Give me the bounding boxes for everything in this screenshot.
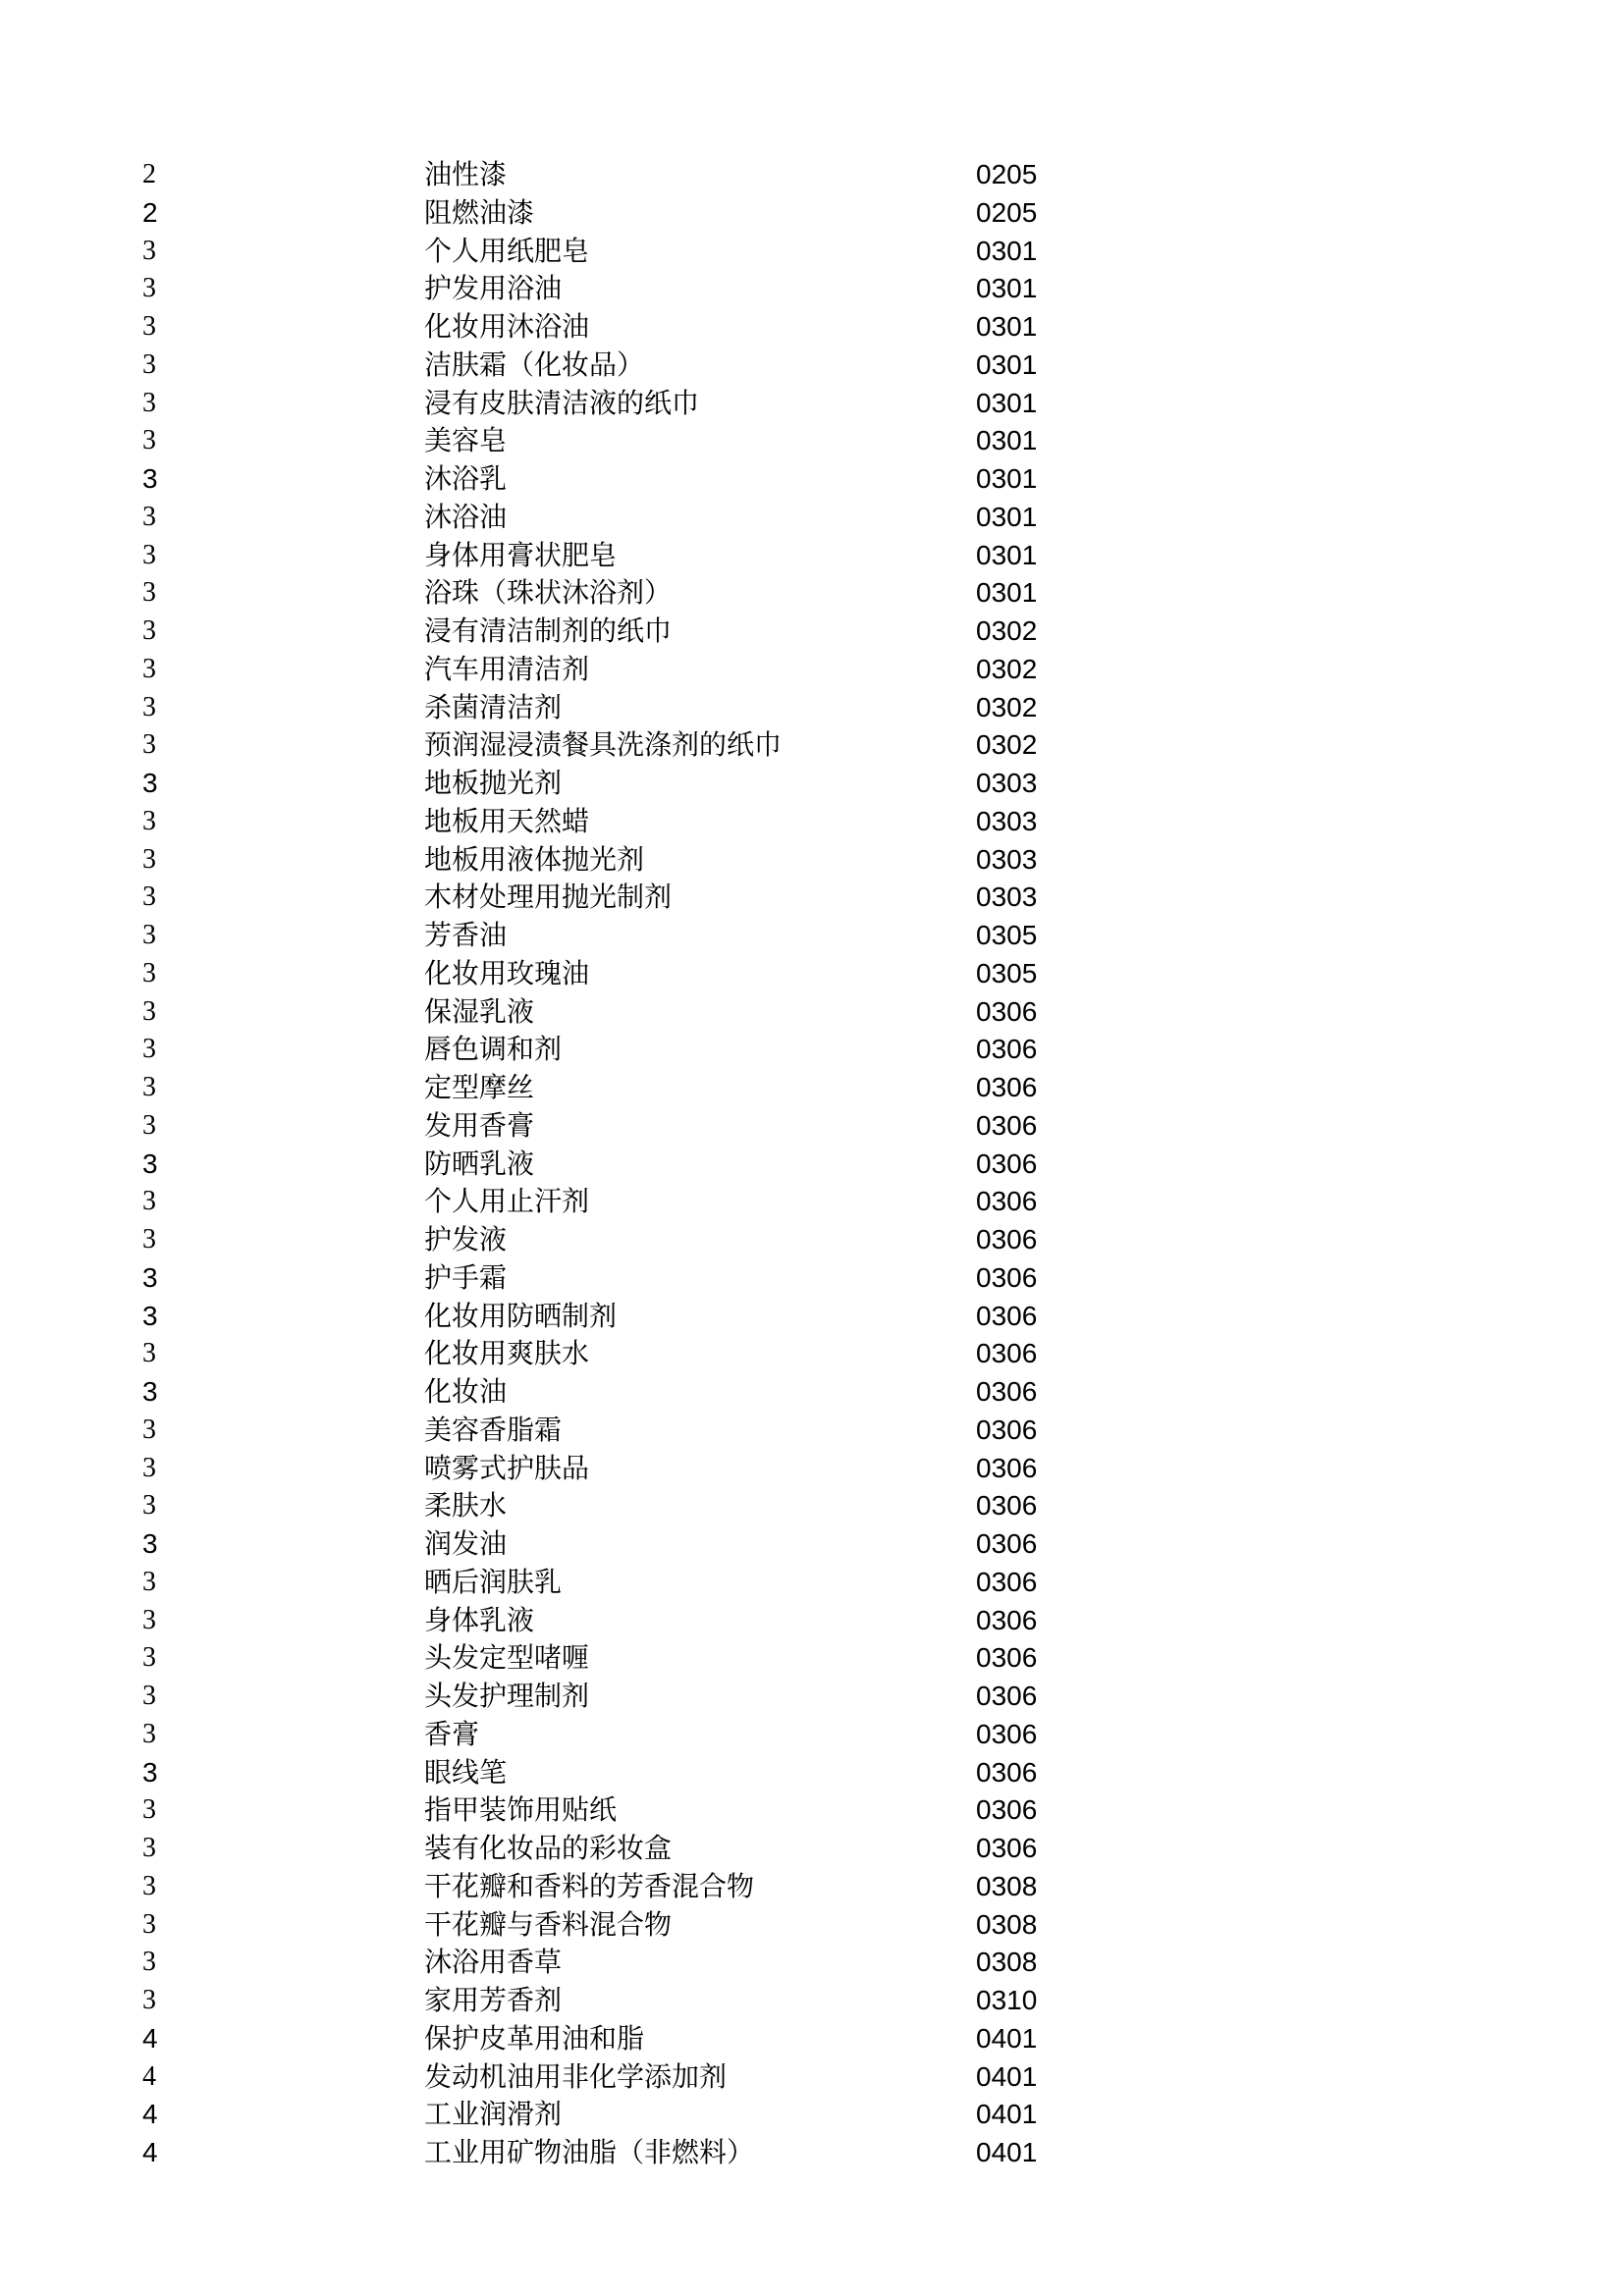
class-number: 3 — [142, 1300, 158, 1331]
group-code: 0308 — [976, 1870, 1038, 1901]
class-number: 3 — [142, 881, 156, 913]
goods-name: 护发用浴油 — [424, 272, 563, 305]
group-code: 0301 — [976, 425, 1038, 456]
table-row — [0, 1031, 1624, 1069]
table-row — [0, 422, 1624, 460]
table-row — [0, 574, 1624, 613]
group-code: 0301 — [976, 539, 1038, 570]
group-code: 0301 — [976, 273, 1038, 304]
class-number: 3 — [142, 1833, 156, 1863]
goods-name: 芳香油 — [424, 919, 508, 951]
table-row — [0, 1868, 1624, 1906]
group-code: 0301 — [976, 235, 1038, 266]
table-row — [0, 2020, 1624, 2058]
table-row — [0, 1639, 1624, 1678]
table-row — [0, 726, 1624, 765]
table-row — [0, 2096, 1624, 2134]
goods-name: 化妆用防晒制剂 — [424, 1299, 618, 1332]
class-number: 3 — [142, 1642, 156, 1674]
goods-name: 预润湿浸渍餐具洗涤剂的纸巾 — [424, 728, 783, 762]
group-code: 0306 — [976, 1109, 1038, 1141]
class-number: 3 — [142, 463, 158, 494]
goods-name: 地板抛光剂 — [424, 767, 563, 799]
goods-name: 身体用膏状肥皂 — [424, 538, 618, 571]
group-code: 0401 — [976, 2022, 1038, 2054]
goods-name: 阻燃油漆 — [424, 195, 535, 229]
class-number: 2 — [142, 196, 158, 228]
table-row — [0, 1830, 1624, 1868]
table-row — [0, 385, 1624, 423]
table-row — [0, 1373, 1624, 1412]
group-code: 0301 — [976, 311, 1038, 342]
goods-name: 眼线笔 — [424, 1755, 508, 1789]
class-number: 3 — [142, 1794, 156, 1826]
class-number: 3 — [142, 1756, 158, 1788]
class-number: 3 — [142, 501, 156, 532]
class-number: 3 — [142, 1985, 156, 2015]
class-number: 3 — [142, 1604, 156, 1635]
table-row — [0, 2134, 1624, 2172]
goods-name: 化妆油 — [424, 1375, 508, 1408]
group-code: 0308 — [976, 1908, 1038, 1940]
class-number: 3 — [142, 1718, 156, 1749]
table-row — [0, 308, 1624, 347]
table-row — [0, 1906, 1624, 1945]
group-code: 0303 — [976, 768, 1038, 798]
goods-name: 化妆用沐浴油 — [424, 310, 590, 343]
class-number: 3 — [142, 1908, 156, 1940]
class-number: 3 — [142, 387, 156, 418]
table-row — [0, 841, 1624, 880]
class-number: 3 — [142, 691, 156, 722]
class-number: 3 — [142, 615, 156, 646]
goods-name: 浴珠（珠状沐浴剂） — [424, 576, 673, 610]
group-code: 0306 — [976, 1718, 1038, 1749]
class-number: 3 — [142, 1452, 156, 1483]
table-row — [0, 1487, 1624, 1525]
goods-name: 防晒乳液 — [424, 1147, 535, 1180]
class-number: 3 — [142, 1072, 156, 1102]
goods-name: 浸有清洁制剂的纸巾 — [424, 614, 673, 647]
goods-name: 沐浴用香草 — [424, 1946, 563, 1979]
table-row — [0, 233, 1624, 271]
table-row — [0, 1944, 1624, 1982]
table-row — [0, 1564, 1624, 1602]
class-number: 3 — [142, 805, 156, 836]
goods-name: 身体乳液 — [424, 1603, 535, 1636]
group-code: 0305 — [976, 920, 1038, 950]
table-row — [0, 765, 1624, 803]
group-code: 0302 — [976, 615, 1038, 646]
class-number: 3 — [142, 729, 156, 761]
goods-name: 家用芳香剂 — [424, 1984, 563, 2016]
goods-name: 工业用矿物油脂（非燃料） — [424, 2136, 755, 2168]
class-number: 3 — [142, 843, 156, 875]
group-code: 0301 — [976, 501, 1038, 532]
goods-name: 个人用止汗剂 — [424, 1185, 590, 1218]
class-number: 3 — [142, 1681, 156, 1711]
goods-name: 定型摩丝 — [424, 1071, 535, 1103]
table-row — [0, 1982, 1624, 2020]
goods-name: 指甲装饰用贴纸 — [424, 1793, 618, 1827]
class-number: 4 — [142, 2099, 158, 2130]
group-code: 0303 — [976, 843, 1038, 875]
class-number: 3 — [142, 1034, 156, 1065]
goods-table — [0, 156, 1624, 2172]
group-code: 0301 — [976, 348, 1038, 380]
group-code: 0306 — [976, 1490, 1038, 1522]
table-row — [0, 1754, 1624, 1792]
group-code: 0306 — [976, 1338, 1038, 1369]
class-number: 3 — [142, 1947, 156, 1978]
goods-name: 香膏 — [424, 1717, 480, 1750]
table-row — [0, 2058, 1624, 2097]
group-code: 0306 — [976, 1681, 1038, 1711]
group-code: 0306 — [976, 1528, 1038, 1559]
group-code: 0303 — [976, 805, 1038, 836]
table-row — [0, 270, 1624, 308]
group-code: 0301 — [976, 577, 1038, 609]
class-number: 3 — [142, 995, 156, 1027]
goods-name: 保湿乳液 — [424, 994, 535, 1028]
class-number: 3 — [142, 1490, 156, 1522]
table-row — [0, 1069, 1624, 1107]
table-row — [0, 1716, 1624, 1754]
table-row — [0, 1525, 1624, 1564]
group-code: 0205 — [976, 159, 1038, 189]
table-row — [0, 1298, 1624, 1336]
goods-name: 木材处理用抛光制剂 — [424, 881, 673, 914]
table-row — [0, 1107, 1624, 1146]
table-row — [0, 156, 1624, 194]
table-row — [0, 1791, 1624, 1830]
goods-name: 地板用天然蜡 — [424, 804, 590, 837]
table-row — [0, 1412, 1624, 1450]
table-row — [0, 651, 1624, 689]
class-number: 3 — [142, 311, 156, 342]
table-row — [0, 1335, 1624, 1373]
group-code: 0306 — [976, 1072, 1038, 1102]
group-code: 0306 — [976, 1376, 1038, 1407]
class-number: 3 — [142, 235, 156, 266]
goods-name: 晒后润肤乳 — [424, 1565, 563, 1598]
class-number: 3 — [142, 920, 156, 950]
table-row — [0, 537, 1624, 575]
goods-name: 头发护理制剂 — [424, 1680, 590, 1712]
goods-name: 装有化妆品的彩妆盒 — [424, 1832, 673, 1864]
table-row — [0, 1221, 1624, 1259]
goods-name: 工业润滑剂 — [424, 2098, 563, 2131]
group-code: 0306 — [976, 1833, 1038, 1863]
goods-name: 头发定型啫喱 — [424, 1641, 590, 1675]
class-number: 3 — [142, 1261, 158, 1293]
group-code: 0305 — [976, 957, 1038, 988]
group-code: 0308 — [976, 1947, 1038, 1978]
group-code: 0302 — [976, 691, 1038, 722]
goods-name: 美容皂 — [424, 424, 508, 457]
class-number: 3 — [142, 273, 156, 304]
class-number: 2 — [142, 159, 156, 189]
goods-name: 唇色调和剂 — [424, 1033, 563, 1066]
table-row — [0, 917, 1624, 955]
table-row — [0, 803, 1624, 841]
class-number: 3 — [142, 768, 158, 798]
group-code: 0306 — [976, 1148, 1038, 1179]
class-number: 4 — [142, 2022, 158, 2054]
goods-name: 汽车用清洁剂 — [424, 652, 590, 685]
group-code: 0306 — [976, 1642, 1038, 1674]
class-number: 3 — [142, 1224, 156, 1255]
group-code: 0306 — [976, 995, 1038, 1027]
group-code: 0306 — [976, 1186, 1038, 1217]
goods-name: 护手霜 — [424, 1260, 508, 1294]
goods-name: 沐浴乳 — [424, 462, 508, 495]
table-row — [0, 499, 1624, 537]
goods-name: 发用香膏 — [424, 1108, 535, 1142]
table-row — [0, 1146, 1624, 1184]
class-number: 3 — [142, 1109, 156, 1141]
group-code: 0310 — [976, 1985, 1038, 2015]
class-number: 3 — [142, 653, 156, 684]
table-row — [0, 879, 1624, 917]
goods-name: 保护皮革用油和脂 — [424, 2021, 645, 2055]
group-code: 0306 — [976, 1224, 1038, 1255]
class-number: 3 — [142, 1528, 158, 1559]
group-code: 0401 — [976, 2137, 1038, 2167]
group-code: 0306 — [976, 1794, 1038, 1826]
goods-name: 化妆用玫瑰油 — [424, 956, 590, 989]
group-code: 0306 — [976, 1566, 1038, 1597]
goods-name: 柔肤水 — [424, 1489, 508, 1522]
table-row — [0, 1450, 1624, 1488]
group-code: 0301 — [976, 387, 1038, 418]
table-row — [0, 1259, 1624, 1298]
group-code: 0401 — [976, 2099, 1038, 2130]
goods-name: 沐浴油 — [424, 500, 508, 533]
table-row — [0, 613, 1624, 651]
group-code: 0306 — [976, 1414, 1038, 1445]
table-row — [0, 194, 1624, 233]
goods-name: 发动机油用非化学添加剂 — [424, 2059, 728, 2093]
class-number: 4 — [142, 2137, 158, 2167]
group-code: 0306 — [976, 1452, 1038, 1483]
class-number: 4 — [142, 2060, 156, 2092]
class-number: 3 — [142, 1376, 158, 1407]
class-number: 3 — [142, 1148, 158, 1179]
goods-name: 干花瓣和香料的芳香混合物 — [424, 1869, 755, 1902]
group-code: 0301 — [976, 463, 1038, 494]
class-number: 3 — [142, 425, 156, 456]
group-code: 0303 — [976, 881, 1038, 913]
group-code: 0306 — [976, 1261, 1038, 1293]
class-number: 3 — [142, 539, 156, 570]
table-row — [0, 993, 1624, 1032]
group-code: 0205 — [976, 196, 1038, 228]
group-code: 0306 — [976, 1604, 1038, 1635]
goods-name: 洁肤霜（化妆品） — [424, 347, 645, 381]
class-number: 3 — [142, 1566, 156, 1597]
table-row — [0, 955, 1624, 993]
table-row — [0, 347, 1624, 385]
goods-name: 化妆用爽肤水 — [424, 1337, 590, 1370]
class-number: 3 — [142, 1186, 156, 1217]
class-number: 3 — [142, 348, 156, 380]
goods-name: 喷雾式护肤品 — [424, 1451, 590, 1484]
group-code: 0401 — [976, 2060, 1038, 2092]
class-number: 3 — [142, 957, 156, 988]
group-code: 0302 — [976, 729, 1038, 761]
group-code: 0306 — [976, 1756, 1038, 1788]
goods-name: 美容香脂霜 — [424, 1413, 563, 1446]
class-number: 3 — [142, 577, 156, 609]
goods-name: 护发液 — [424, 1223, 508, 1255]
class-number: 3 — [142, 1338, 156, 1369]
goods-name: 个人用纸肥皂 — [424, 234, 590, 267]
table-row — [0, 1678, 1624, 1716]
class-number: 3 — [142, 1870, 156, 1901]
group-code: 0302 — [976, 653, 1038, 684]
table-row — [0, 1602, 1624, 1640]
class-number: 3 — [142, 1414, 156, 1445]
group-code: 0306 — [976, 1034, 1038, 1065]
group-code: 0306 — [976, 1300, 1038, 1331]
goods-name: 地板用液体抛光剂 — [424, 842, 645, 876]
table-row — [0, 460, 1624, 499]
goods-name: 杀菌清洁剂 — [424, 690, 563, 723]
goods-name: 润发油 — [424, 1527, 508, 1560]
goods-name: 干花瓣与香料混合物 — [424, 1907, 673, 1941]
table-row — [0, 1183, 1624, 1221]
goods-name: 浸有皮肤清洁液的纸巾 — [424, 386, 700, 419]
table-row — [0, 689, 1624, 727]
goods-name: 油性漆 — [424, 158, 508, 190]
